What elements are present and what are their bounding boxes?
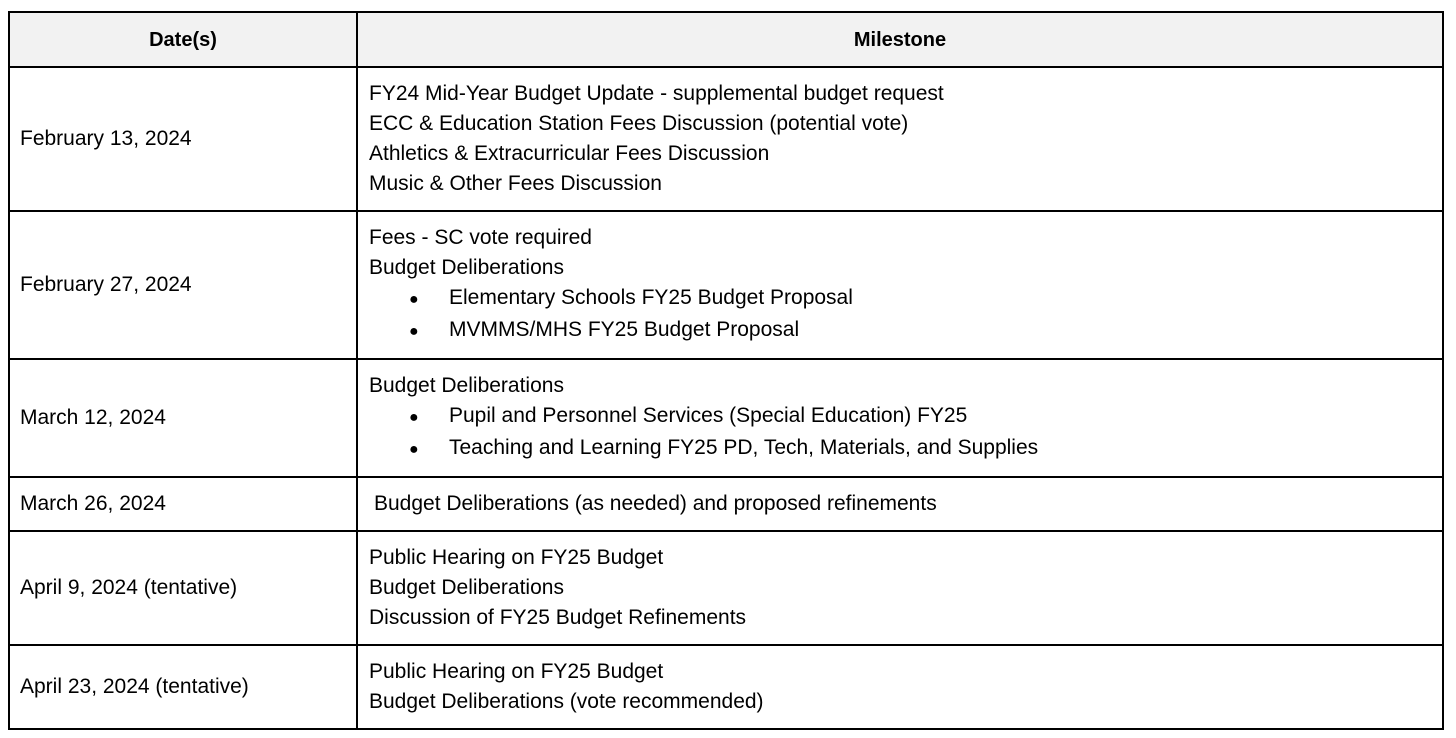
milestone-line: Athletics & Extracurricular Fees Discussion — [369, 142, 770, 165]
bullet-icon: ● — [409, 409, 419, 426]
row-milestone — [357, 477, 1443, 531]
bullet-text: Elementary Schools FY25 Budget Proposal — [449, 286, 853, 309]
table-row — [9, 359, 1443, 477]
row-date: March 26, 2024 — [9, 477, 357, 531]
table-row — [9, 477, 1443, 531]
milestone-line: Public Hearing on FY25 Budget — [369, 660, 664, 683]
bullet-text: Teaching and Learning FY25 PD, Tech, Materials, and Supplies — [449, 436, 1039, 459]
milestone-line: Budget Deliberations — [369, 576, 564, 599]
row-milestone — [357, 211, 1443, 359]
row-date: February 13, 2024 — [9, 67, 357, 211]
header-milestone: Milestone — [357, 12, 1443, 67]
milestone-line: Budget Deliberations — [369, 256, 564, 279]
milestone-line: Music & Other Fees Discussion — [369, 172, 662, 195]
row-milestone — [357, 359, 1443, 477]
list-item — [369, 283, 1442, 315]
milestone-line: FY24 Mid-Year Budget Update - supplemental budget request — [369, 82, 944, 105]
milestone-bullet-list — [369, 283, 1442, 347]
row-milestone — [357, 67, 1443, 211]
bullet-icon: ● — [409, 323, 419, 340]
row-date: March 12, 2024 — [9, 359, 357, 477]
table-row — [9, 645, 1443, 729]
table-row — [9, 211, 1443, 359]
row-milestone — [357, 531, 1443, 645]
row-milestone — [357, 645, 1443, 729]
row-date: April 9, 2024 (tentative) — [9, 531, 357, 645]
milestone-line: Budget Deliberations — [369, 374, 564, 397]
milestone-line: Budget Deliberations (vote recommended) — [369, 690, 764, 713]
bullet-icon: ● — [409, 441, 419, 458]
milestone-bullet-list — [369, 401, 1442, 465]
row-date: April 23, 2024 (tentative) — [9, 645, 357, 729]
list-item — [369, 401, 1442, 433]
milestone-table-container — [8, 11, 1442, 730]
list-item — [369, 433, 1442, 465]
list-item — [369, 315, 1442, 347]
milestone-line: Fees - SC vote required — [369, 226, 592, 249]
table-row — [9, 67, 1443, 211]
bullet-text: Pupil and Personnel Services (Special Education) FY25 — [449, 404, 968, 427]
table-header-row — [9, 12, 1443, 67]
milestone-line: Public Hearing on FY25 Budget — [369, 546, 664, 569]
header-dates: Date(s) — [9, 12, 357, 67]
milestone-line: Budget Deliberations (as needed) and proposed refinements — [374, 492, 937, 515]
table-row — [9, 531, 1443, 645]
milestone-line: Discussion of FY25 Budget Refinements — [369, 606, 747, 629]
bullet-text: MVMMS/MHS FY25 Budget Proposal — [449, 318, 800, 341]
row-date: February 27, 2024 — [9, 211, 357, 359]
budget-milestone-table — [8, 11, 1444, 730]
milestone-line: ECC & Education Station Fees Discussion (potential vote) — [369, 112, 909, 135]
bullet-icon: ● — [409, 291, 419, 308]
